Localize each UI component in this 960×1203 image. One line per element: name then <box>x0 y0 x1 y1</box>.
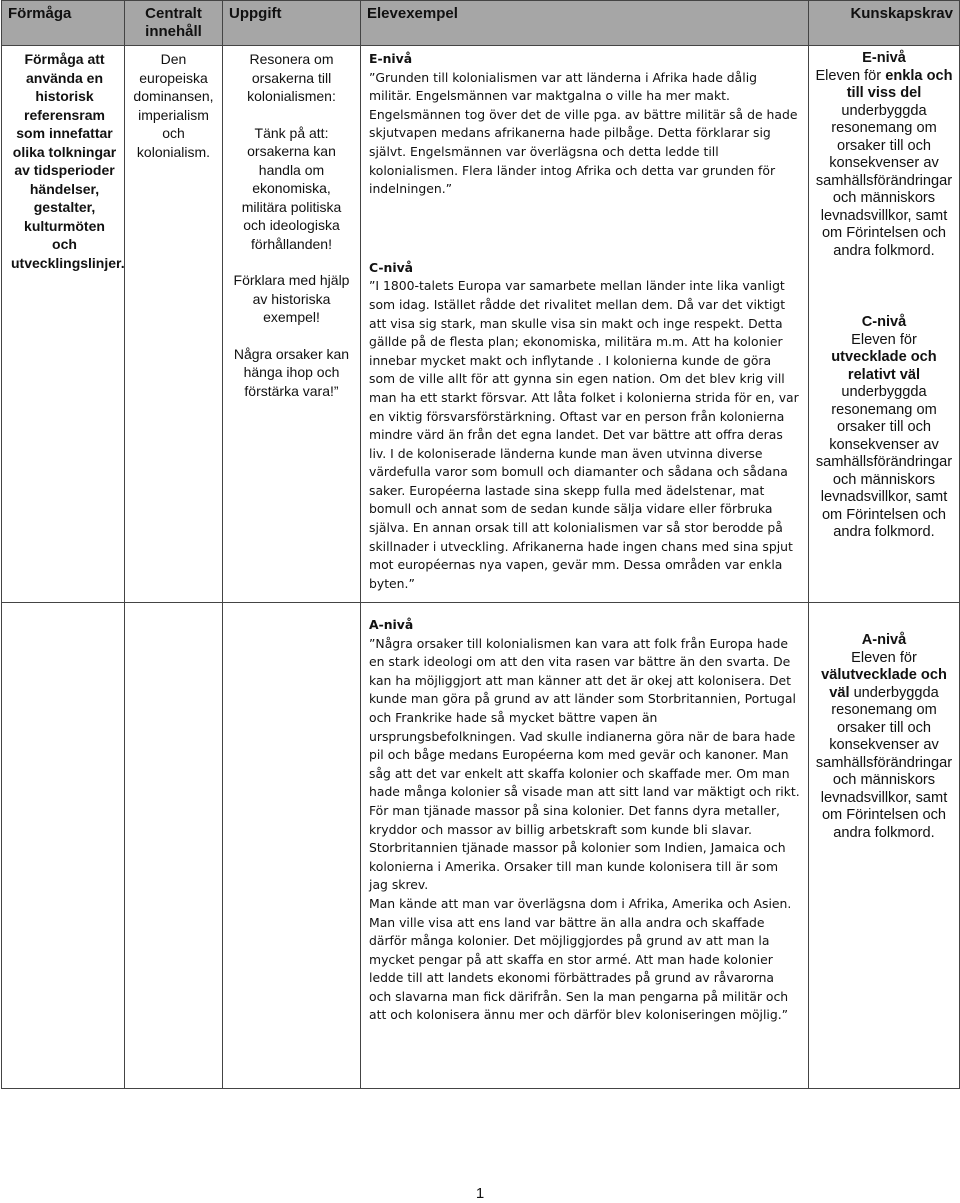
uppgift-p3: Förklara med hjälp av historiska exempel! <box>233 272 350 325</box>
header-row <box>2 1 960 46</box>
krav-a-label: A-nivå <box>861 632 907 648</box>
elev-a-text2: Man kände att man var överlägsna dom i Afrika, Amerika och Asien. Man ville visa att ens land var bättre än alla andra och skaffade därför många kolonier. Det möjliggjordes på grund av att man la mycket pengar på att skaffa en stor armé. Att man hade kolonier ledde till att landets ekonomi förbättrades på grund av råvarorna och slavarna man fick därifrån. Sen la man pengarna på militär och att och kolonisera ännu mer och därför blev koloniseringen möjlig.” <box>369 895 792 1023</box>
uppgift-p1: Resonera om orsakerna till kolonialismen: <box>247 51 336 104</box>
header-elevexempel: Elevexempel <box>361 1 809 46</box>
empty-cell-2 <box>125 603 223 1089</box>
krav-cell-a <box>809 603 960 1089</box>
elev-e-text: ”Grunden till kolonialismen var att länderna i Afrika hade dålig militär. Engelsmännen var maktgalna o ville ha mer makt. Engelsmännen tog över det de ville pga. av bättre militär så de hade skjutvapen medans afrikanerna hade pilbåge. Detta förklarar sig självt. Engelsmännen var överlägsna och detta ledde till kolonialismen. Flera länder intog Afrika och detta var grunden för indelningen.” <box>369 69 798 197</box>
elev-e-label: E-nivå <box>369 51 413 66</box>
elev-c-label: C-nivå <box>369 259 414 275</box>
formaga-cell <box>2 46 125 603</box>
formaga-text: Förmåga att använda en historisk referensram som innefattar olika tolkningar av tidsperioder händelser, gestalter, kulturmöten och utvecklingslinjer. <box>11 51 125 271</box>
elev-cell-a <box>361 603 809 1089</box>
header-centralt: Centralt innehåll <box>125 1 223 46</box>
elev-cell-ec <box>361 46 809 603</box>
page-number: 1 <box>475 1185 485 1202</box>
krav-c-label: C-nivå <box>861 314 907 330</box>
empty-cell-1 <box>2 603 125 1089</box>
centralt-text: Den europeiska dominansen, imperialism och kolonialism. <box>133 51 214 160</box>
krav-c-text: Eleven för utvecklade och relativt väl underbyggda resonemang om orsaker till och konsekvenser av samhällsförändringar och människors levnadsvillkor, samt om Förintelsen och andra folkmord. <box>815 331 953 540</box>
krav-e-label: E-nivå <box>862 50 906 66</box>
header-formaga: Förmåga <box>2 1 125 46</box>
krav-a-text: Eleven för välutvecklade och väl underbyggda resonemang om orsaker till och konsekvenser av samhällsförändringar och människors levnadsvillkor, samt om Förintelsen och andra folkmord. <box>815 649 953 841</box>
header-kunskapskrav: Kunskapskrav <box>809 1 960 46</box>
assessment-table <box>1 0 960 1089</box>
uppgift-p4: Några orsaker kan hänga ihop och förstärka vara!” <box>233 345 350 399</box>
elev-c-text: ”I 1800-talets Europa var samarbete mellan länder inte lika vanligt som idag. Istället rådde det rivalitet mellan dem. Då var det viktigt att visa sig stark, man skulle visa sin makt och inge respekt. Detta gällde på de flesta plan; ekonomiska, militära m.m. Att ha kolonier innebar mycket makt och inflytande . I kolonierna kunde de göra som de ville allt för att gynna sin egen nation. Om det blev krig vill man ha ett starkt försvar. Att låta folket i kolonierna strida för en, var en viktig försvarsförstärkning. Oftast var en person från kolonierna mindre värd än från det egna landet. Det var bättre att offra deras liv. I de koloniserade länderna kunde man även utvinna diverse värdefulla varor som bomull och diamanter och sådana och sådana saker. Européerna lastade sina skepp fulla med ädelstenar, mat bomull och annat som de sedan kunde sälja vidare eller förbruka själva. En annan orsak till att kolonialismen var så stor berodde på skillnader i utveckling. Afrikanerna hade ingen chans med sina spjut mot européernas nya vapen, gevär mm. Dessa områden var enkla byten.” <box>369 278 799 591</box>
krav-e-text: Eleven för enkla och till viss del underbyggda resonemang om orsaker till och konsekvenser av samhällsförändringar och människors levnadsvillkor, samt om Förintelsen och andra folkmord. <box>815 67 953 259</box>
header-uppgift: Uppgift <box>223 1 361 46</box>
centralt-cell <box>125 46 223 603</box>
krav-cell-ec <box>809 46 960 603</box>
content-row-2 <box>2 603 960 1089</box>
empty-cell-3 <box>223 603 361 1089</box>
content-row-1 <box>2 46 960 603</box>
uppgift-cell <box>223 46 361 603</box>
elev-a-label: A-nivå <box>369 617 414 632</box>
elev-a-text: ”Några orsaker till kolonialismen kan vara att folk från Europa hade en stark ideologi om att den vita rasen var bättre än den svarta. De kan ha möjliggjort att man känner att det är okej att kolonisera. Det kunde man göra på grund av att länder som Storbritannien, Portugal och Frankrike hade så mycket bättre vapen än ursprungsbefolkningen. Vad skulle indianerna göra när de bara hade pil och båge medans Européerna kom med gevär och kanoner. Man såg att det var enkelt att skaffa kolonier och skaffade mer. Om man hade många kolonier så visade man att sitt land var mäktigt och rikt. För man tjänade massor på sina kolonier. Det fanns dyra metaller, kryddor och massor av billig arbetskraft som kunde bli slavar. Storbritannien tjänade massor på kolonier som Indien, Jamaica och kolonierna i Amerika. Orsaker till man kunde kolonisera till är som jag skrev. <box>369 635 800 893</box>
uppgift-p2: Tänk på att: orsakerna kan handla om ekonomiska, militära politiska och ideologiska förhållanden! <box>241 124 342 252</box>
